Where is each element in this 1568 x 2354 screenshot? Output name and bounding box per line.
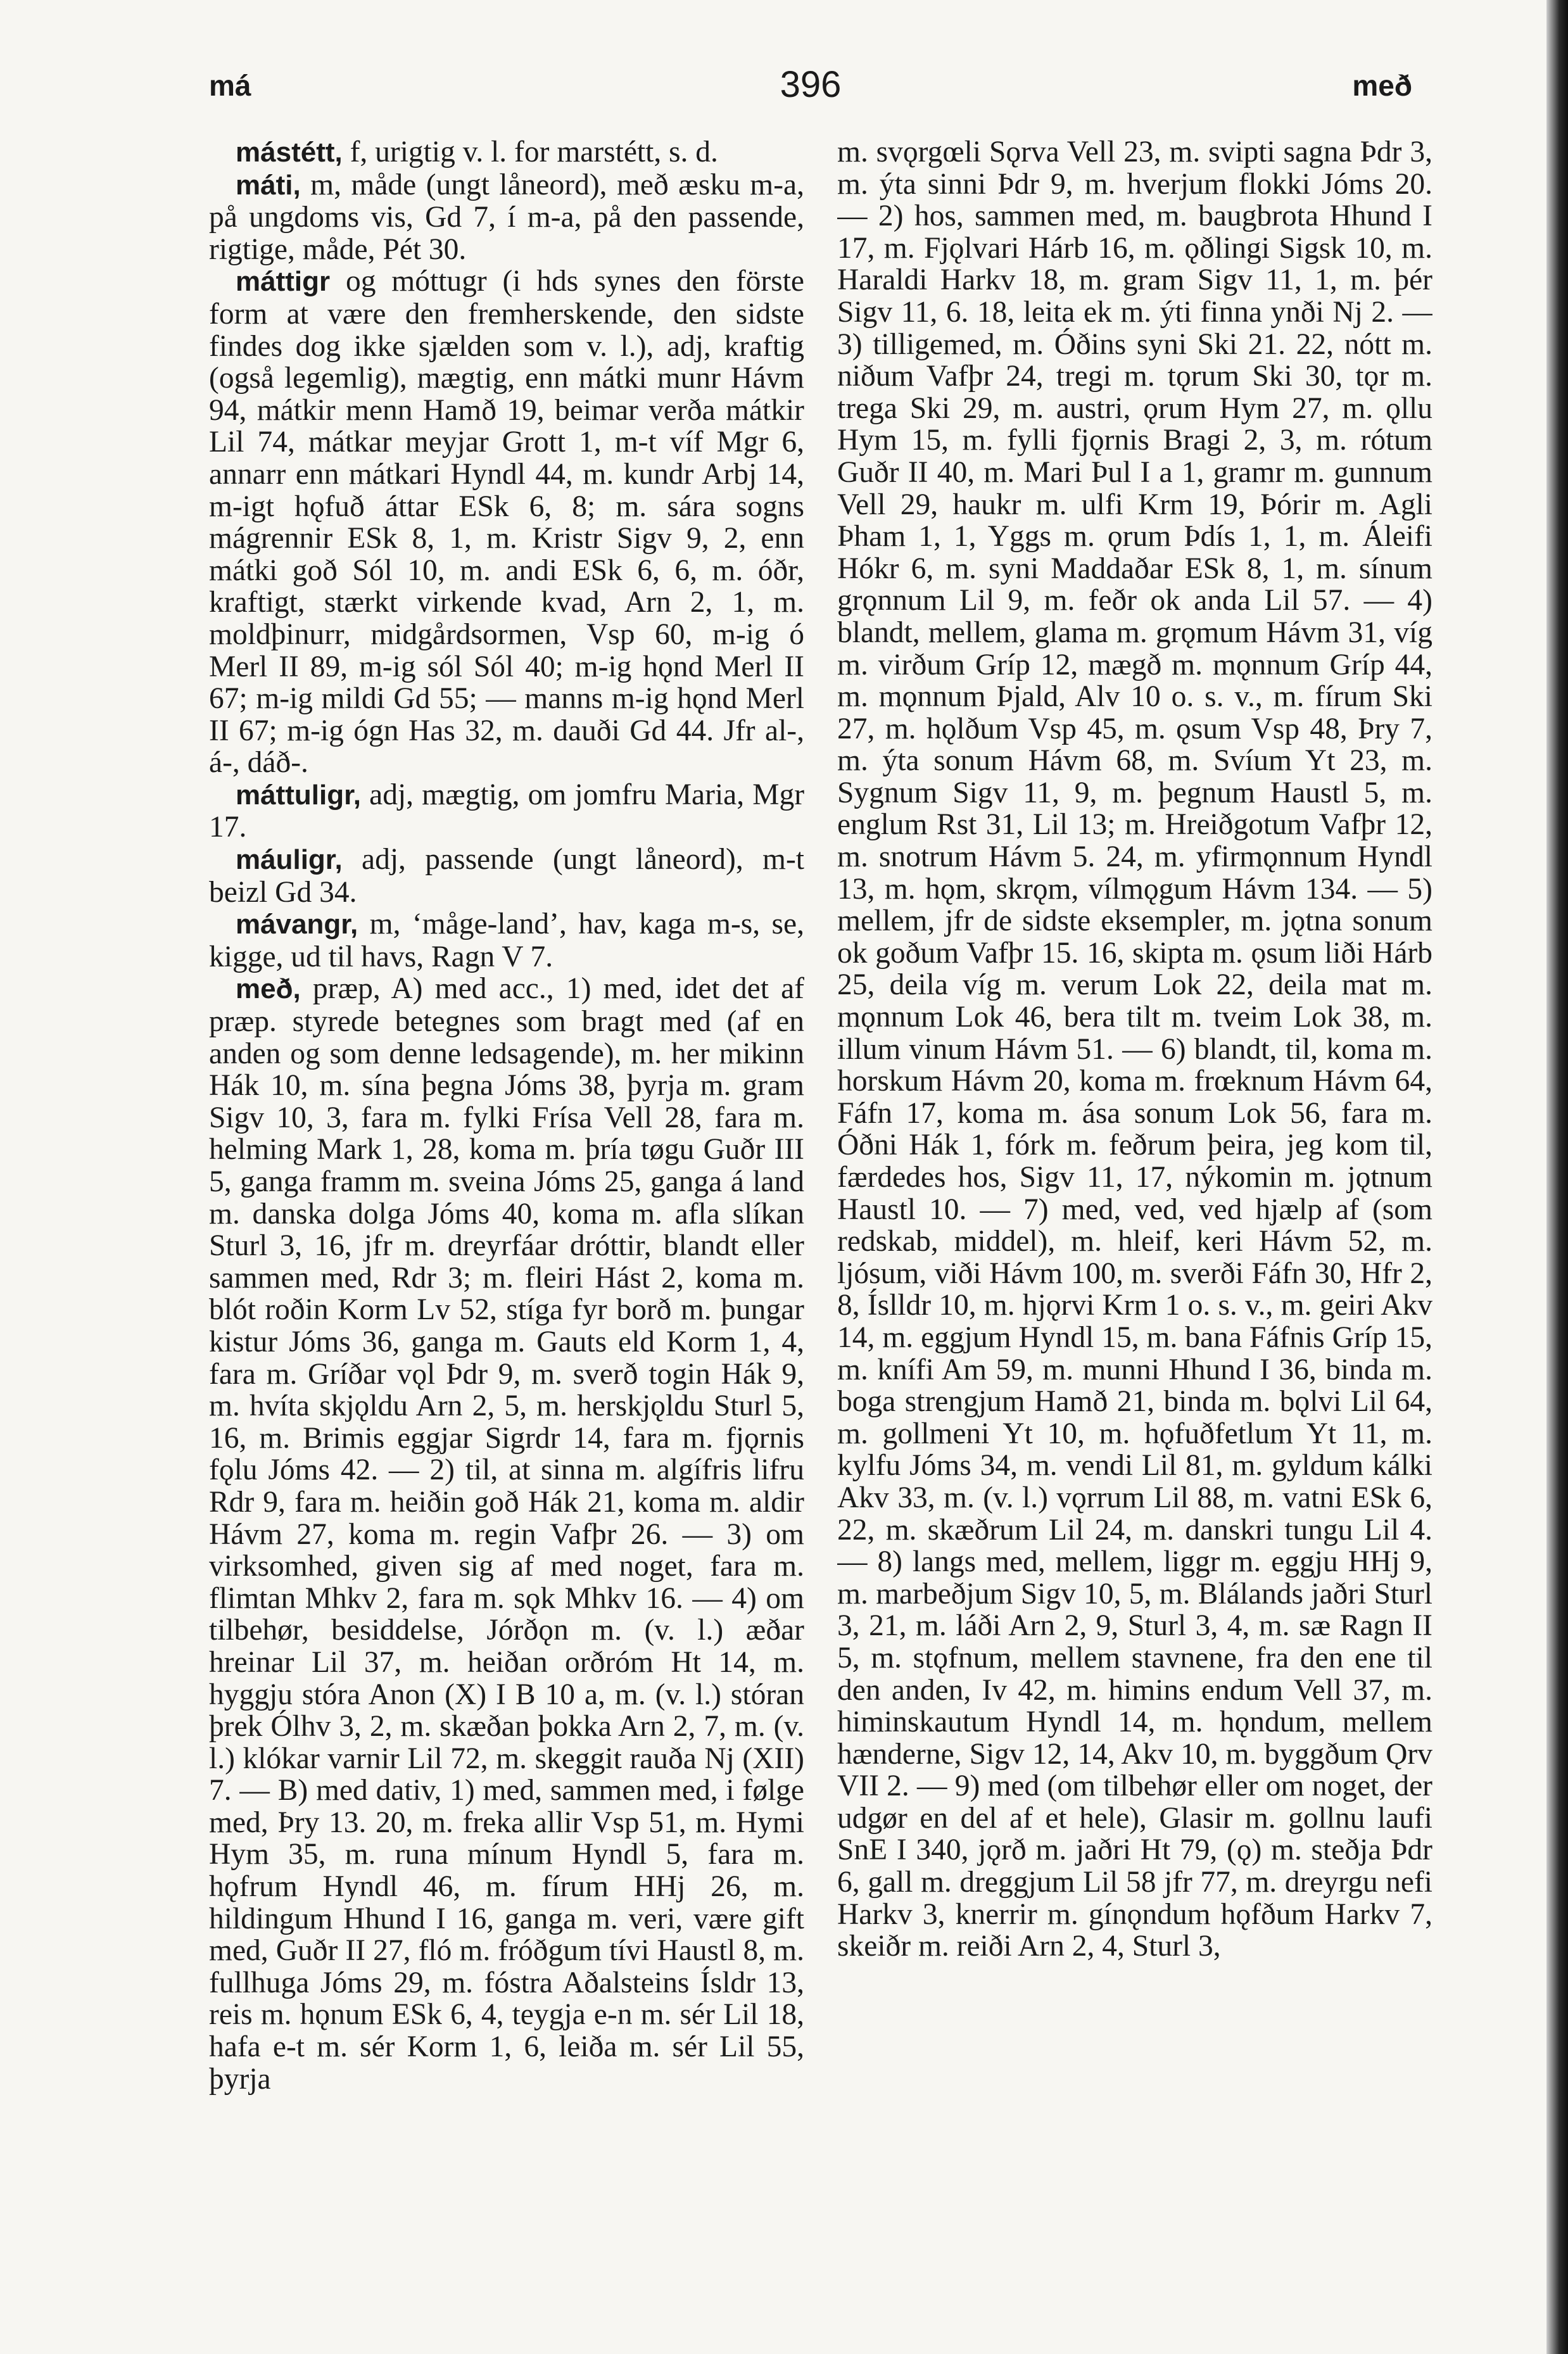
guide-word-left: má	[209, 69, 251, 102]
headword: með,	[236, 973, 301, 1005]
entry-text: m. svǫrgœli Sǫrva Vell 23, m. svipti sagna Þdr 3, m. ýta sinni Þdr 9, m. hverjum flokki Jóms 20. — 2) hos, sammen med, m. baugbrota Hhund I 17, m. Fjǫlvari Hárb 16, m. ǫðlingi Sigsk 10, m. Haraldi Harkv 18, m. gram Sigv 11, 1, m. þér Sigv 11, 6. 18, leita ek m. ýti finna ynði Nj 2. — 3) tilligemed, m. Óðins syni Ski 21. 22, nótt m. niðum Vafþr 24, tregi m. tǫrum Ski 30, tǫr m. trega Ski 29, m. austri, ǫrum Hym 27, m. ǫllu Hym 15, m. fylli fjǫrnis Bragi 2, 3, m. rótum Guðr II 40, m. Mari Þul I a 1, gramr m. gunnum Vell 29, haukr m. ulfi Krm 19, Þórir m. Agli Þham 1, 1, Yggs m. ǫrum Þdís 1, 1, m. Áleifi Hókr 6, m. syni Maddaðar ESk 8, 1, m. sínum grǫnnum Lil 9, m. feðr ok anda Lil 57. — 4) blandt, mellem, glama m. grǫmum Hávm 31, víg m. virðum Gríp 12, mægð m. mǫnnum Gríp 44, m. mǫnnum Þjald, Alv 10 o. s. v., m. fírum Ski 27, m. hǫlðum Vsp 45, m. ǫsum Vsp 48, Þry 7, m. ýta sonum Hávm 68, m. Svíum Yt 23, m. Sygnum Sigv 11, 9, m. þegnum Haustl 5, m. englum Rst 31, Lil 13; m. Hreiðgotum Vafþr 12, m. snotrum Hávm 5. 24, m. yfirmǫnnum Hyndl 13, m. hǫm, skrǫm, vílmǫgum Hávm 134. — 5) mellem, jfr de sidste eksempler, m. jǫtna sonum ok goðum Vafþr 15. 16, skipta m. ǫsum liði Hárb 25, deila víg m. verum Lok 22, deila mat m. mǫnnum Lok 46, bera tilt m. tveim Lok 38, m. illum vinum Hávm 51. — 6) blandt, til, koma m. horskum Hávm 20, koma m. frœknum Hávm 64, Fáfn 17, koma m. ása sonum Lok 56, fara m. Óðni Hák 1, fórk m. feðrum þeira, jeg kom til, færdedes hos, Sigv 11, 17, nýkomin m. jǫtnum Haustl 10. — 7) med, ved, ved hjælp af (som redskab, middel), m. hleif, keri Hávm 52, m. ljósum, viði Hávm 100, m. sverði Fáfn 30, Hfr 2, 8, Íslldr 10, m. hjǫrvi Krm 1 o. s. v., m. geiri Akv 14, m. eggjum Hyndl 15, m. bana Fáfnis Gríp 15, m. knífi Am 59, m. munni Hhund I 36, binda m. boga strengjum Hamð 21, binda m. bǫlvi Lil 64, m. gollmeni Yt 10, m. hǫfuðfetlum Yt 11, m. kylfu Jóms 34, m. vendi Lil 81, m. gyldum kálki Akv 33, m. (v. l.) vǫrrum Lil 88, m. vatni ESk 6, 22, m. skæðrum Lil 24, m. danskri tungu Lil 4. — 8) langs med, mellem, liggr m. eggju HHj 9, m. marbeðjum Sigv 10, 5, m. Blálands jaðri Sturl 3, 21, m. láði Arn 2, 9, Sturl 3, 4, m. sæ Ragn II 5, m. stǫfnum, mellem stavnene, fra den ene til den anden, Iv 42, m. himins endum Vell 37, m. himinskautum Hyndl 14, m. hǫndum, mellem hænderne, Sigv 12, 14, Akv 10, m. byggðum Ǫrv VII 2. — 9) med (om tilbehør eller om noget, der udgør en del af et hele), Glasir m. gollnu laufi SnE I 340, jǫrð m. jaðri Ht 79, (ǫ) m. steðja Þdr 6, gall m. dreggjum Lil 58 jfr 77, m. dreyrgu nefi Harkv 3, knerrir m. gínǫndum hǫfðum Harkv 7, skeiðr m. reiði Arn 2, 4, Sturl 3,	[837, 136, 1432, 1963]
dictionary-entry	[209, 169, 804, 266]
dictionary-entry	[209, 136, 804, 169]
headword: máttigr	[236, 266, 331, 298]
continued-entry	[837, 136, 1432, 1963]
page-number: 396	[780, 64, 842, 105]
entry-text: adj, passende (ungt låneord), m-t beizl Gd 34.	[209, 843, 804, 909]
dictionary-entry	[209, 779, 804, 844]
entry-text: præp, A) med acc., 1) med, idet det af præp. styrede betegnes som bragt med (af en anden og som denne ledsagende), m. her mikinn Hák 10, m. sína þegna Jóms 38, þyrja m. gram Sigv 10, 3, fara m. fylki Frísa Vell 28, fara m. helming Mark 1, 28, koma m. þría tøgu Guðr III 5, ganga framm m. sveina Jóms 25, ganga á land m. danska dolga Jóms 40, koma m. afla slíkan Sturl 3, 16, jfr m. dreyrfáar dróttir, blandt eller sammen med, Rdr 3; m. fleiri Hást 2, koma m. blót roðin Korm Lv 52, stíga fyr borð m. þungar kistur Jóms 36, ganga m. Gauts eld Korm 1, 4, fara m. Gríðar vǫl Þdr 9, m. sverð togin Hák 9, m. hvíta skjǫldu Arn 2, 5, m. herskjǫldu Sturl 5, 16, m. Brimis eggjar Sigrdr 14, fara m. fjǫrnis fǫlu Jóms 42. — 2) til, at sinna m. algífris lifru Rdr 9, fara m. heiðin goð Hák 21, koma m. aldir Hávm 27, koma m. regin Vafþr 26. — 3) om virksomhed, given sig af med noget, fara m. flimtan Mhkv 2, fara m. sǫk Mhkv 16. — 4) om tilbehør, besiddelse, Jórðǫn m. (v. l.) æðar hreinar Lil 37, m. heiðan orðróm Ht 14, m. hyggju stóra Anon (X) I B 10 a, m. (v. l.) stóran þrek Ólhv 3, 2, m. skæðan þokka Arn 2, 7, m. (v. l.) klókar varnir Lil 72, m. skeggit rauða Nj (XII) 7. — B) med dativ, 1) med, sammen med, i følge med, Þry 13. 20, m. freka allir Vsp 51, m. Hymi Hym 35, m. runa mínum Hyndl 5, fara m. hǫfrum Hyndl 46, m. fírum HHj 26, m. hildingum Hhund I 16, ganga m. veri, være gift med, Guðr II 27, fló m. fróðgum tívi Haustl 8, m. fullhuga Jóms 29, m. fóstra Aðalsteins Ísldr 13, reis m. hǫnum ESk 6, 4, teygja e-n m. sér Lil 18, hafa e-t m. sér Korm 1, 6, leiða m. sér Lil 55, þyrja	[209, 972, 804, 2096]
guide-word-right: með	[1352, 69, 1412, 102]
dictionary-entry	[209, 973, 804, 2095]
entry-text: og móttugr (i hds synes den förste form at være den fremherskende, den sidste findes dog ikke sjælden som v. l.), adj, kraftig (også legemlig), mægtig, enn mátki munr Hávm 94, mátkir menn Hamð 19, beimar verða mátkir Lil 74, mátkar meyjar Grott 1, m-t víf Mgr 6, annarr enn mátkari Hyndl 44, m. kundr Arbj 14, m-igt hǫfuð áttar ESk 6, 8; m. sára sogns mágrennir ESk 8, 1, m. Kristr Sigv 9, 2, enn mátki goð Sól 10, m. andi ESk 6, 6, m. óðr, kraftigt, stærkt virkende kvad, Arn 2, 1, m. moldþinurr, midgårdsormen, Vsp 60, m-ig ó Merl II 89, m-ig sól Sól 40; m-ig hǫnd Merl II 67; m-ig mildi Gd 55; — manns m-ig hǫnd Merl II 67; m-ig ógn Has 32, m. dauði Gd 44. Jfr al-, á-, dáð-.	[209, 265, 804, 780]
entry-text: adj, mægtig, om jomfru Maria, Mgr 17.	[209, 778, 804, 844]
headword: máttuligr,	[236, 779, 362, 811]
entry-text: f, urigtig v. l. for marstétt, s. d.	[350, 136, 718, 168]
running-head	[209, 63, 1412, 114]
headword: máuligr,	[236, 844, 343, 876]
headword: mávangr,	[236, 909, 358, 940]
entry-text: m, ‘måge-land’, hav, kaga m-s, se, kigge, ud til havs, Ragn V 7.	[209, 908, 804, 973]
headword: máti,	[236, 169, 301, 201]
headword: mástétt,	[236, 137, 343, 168]
right-column	[837, 136, 1432, 2315]
dictionary-entry	[209, 844, 804, 908]
dictionary-entry	[209, 908, 804, 973]
left-column	[209, 136, 804, 2315]
entry-text: m, måde (ungt låneord), með æsku m-a, på ungdoms vis, Gd 7, í m-a, på den passende, rigtige, måde, Pét 30.	[209, 168, 804, 266]
book-spine-shadow	[1546, 0, 1568, 2354]
dictionary-entry	[209, 265, 804, 779]
